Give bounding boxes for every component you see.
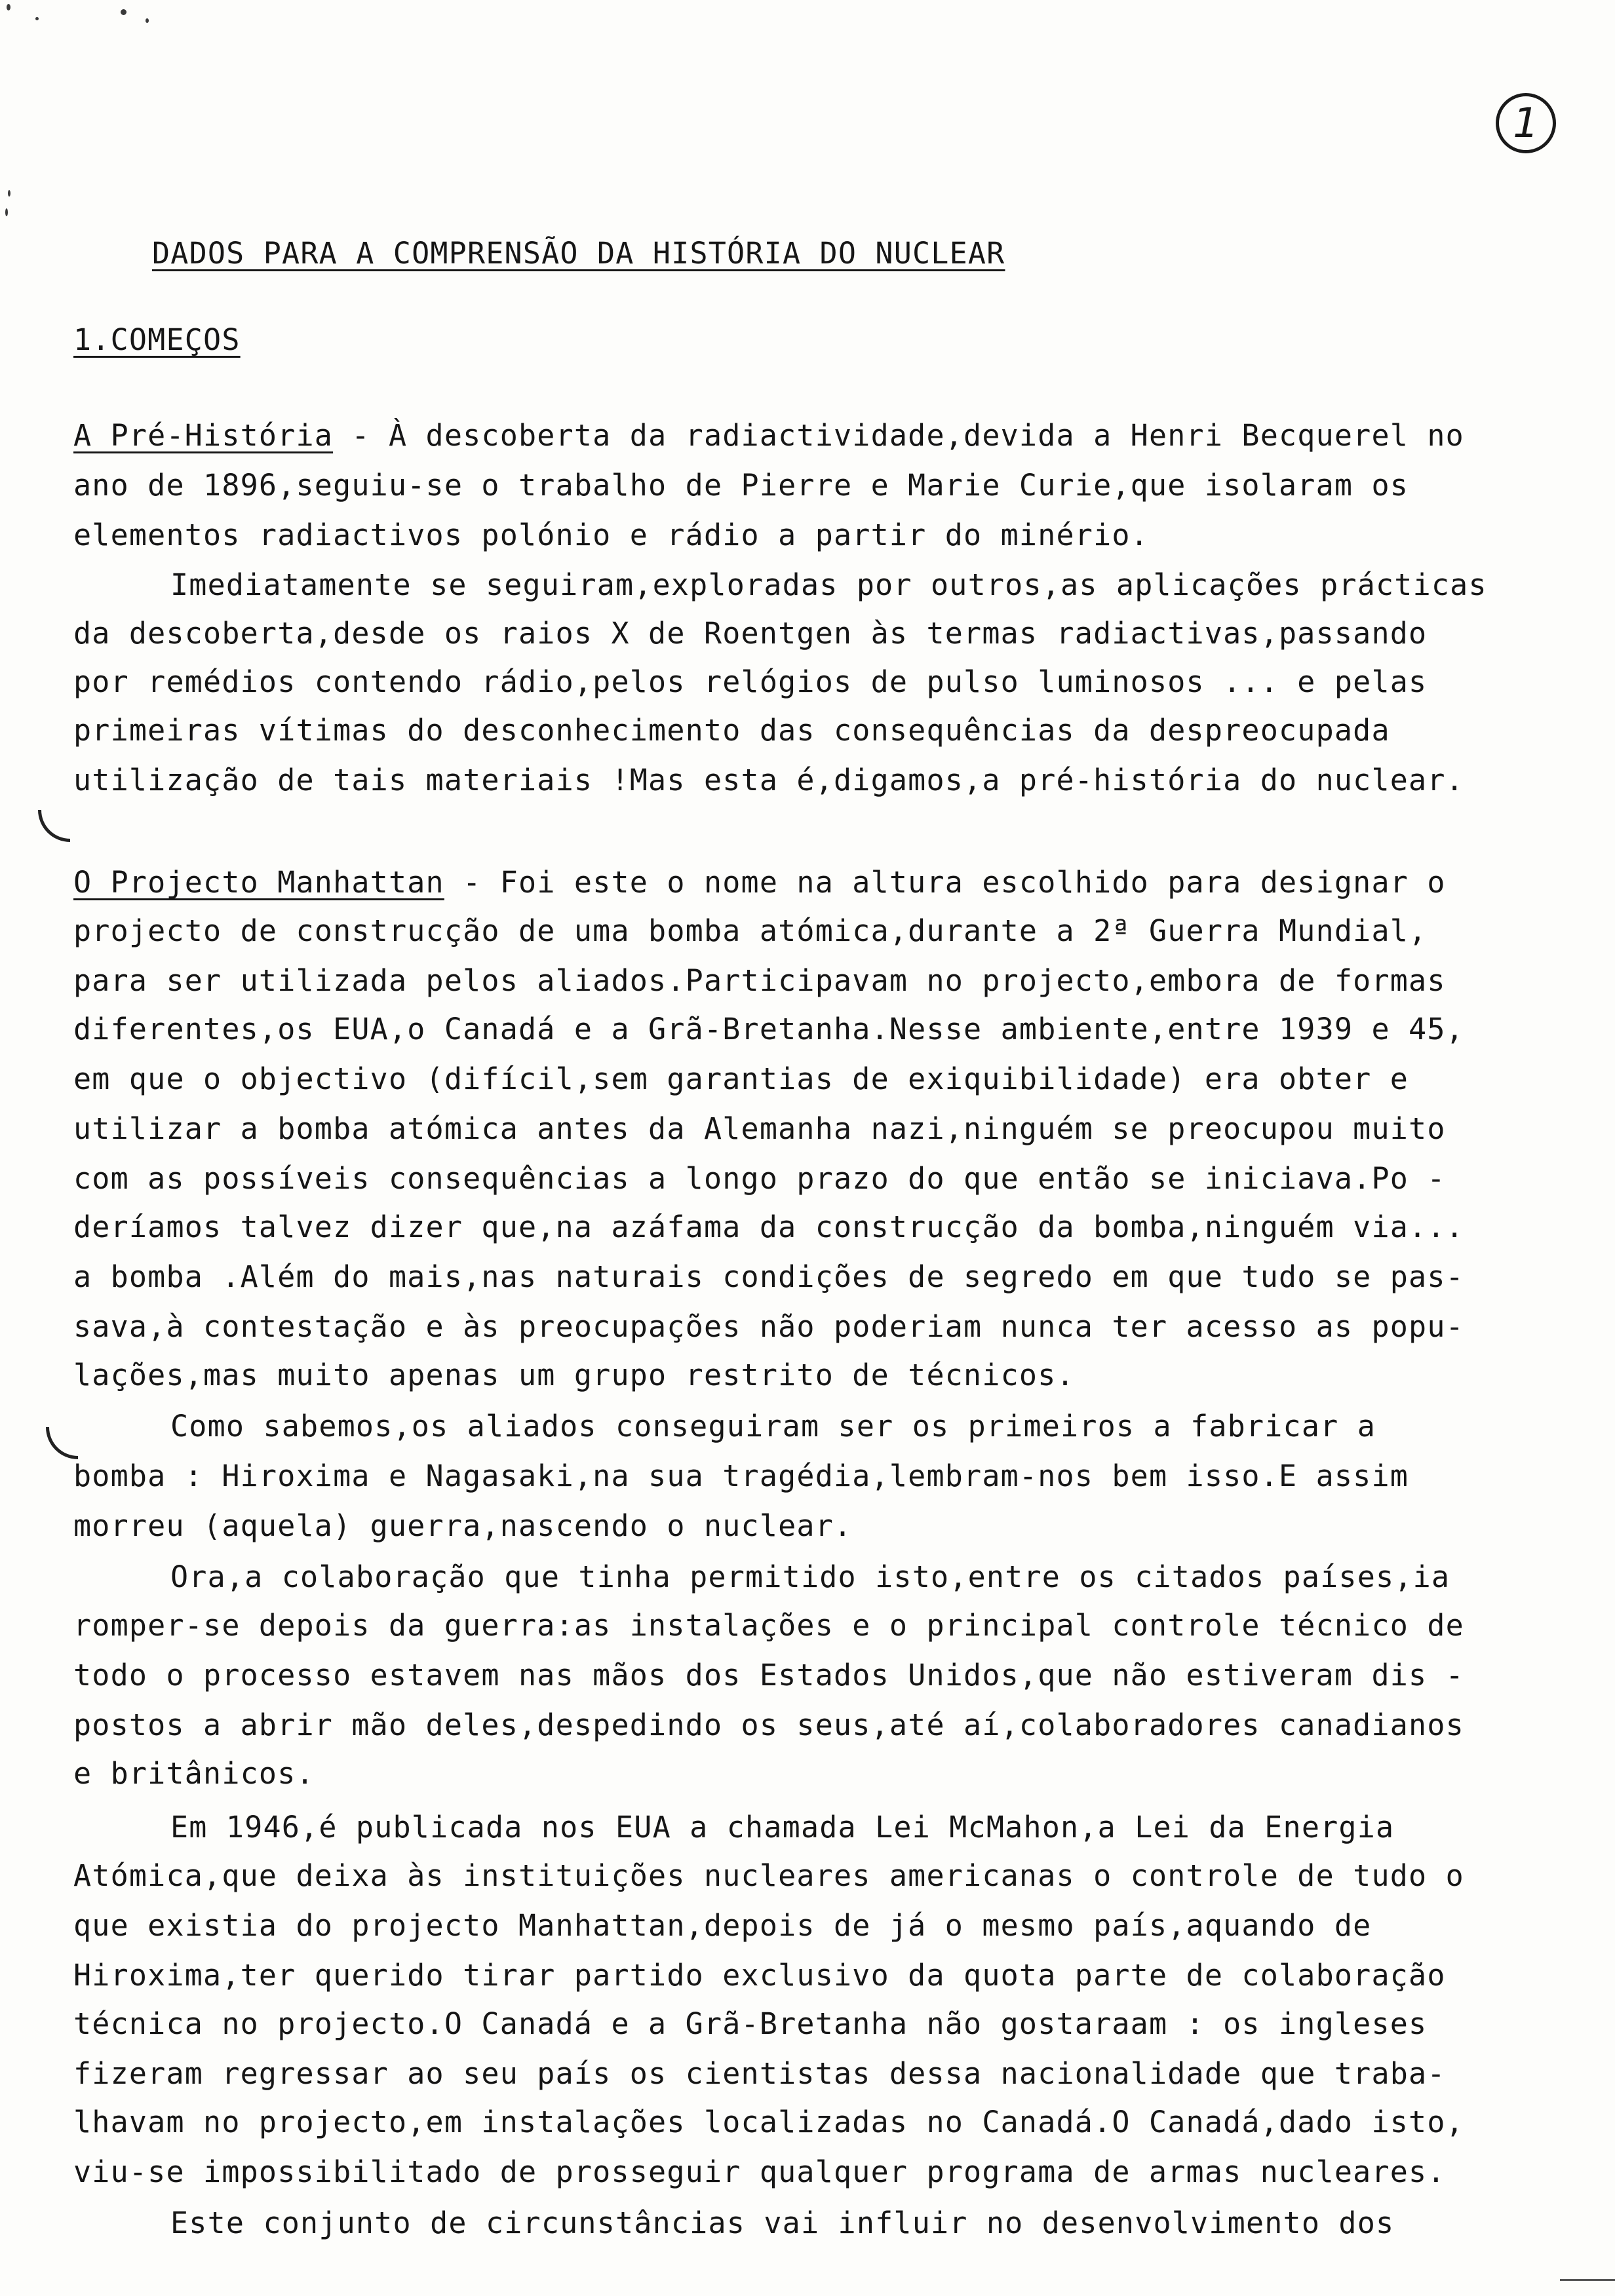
paragraph-line: romper-se depois da guerra:as instalações e o principal controle técnico de bbox=[73, 1608, 1464, 1643]
paragraph-line: fizeram regressar ao seu país os cientistas dessa nacionalidade que traba- bbox=[73, 2056, 1446, 2091]
paragraph-line bbox=[73, 417, 1464, 455]
paragraph-line: morreu (aquela) guerra,nascendo o nuclear. bbox=[73, 1508, 853, 1543]
paragraph-line: viu-se impossibilitado de prosseguir qualquer programa de armas nucleares. bbox=[73, 2154, 1446, 2189]
paragraph-line: e britânicos. bbox=[73, 1756, 315, 1791]
margin-mark bbox=[46, 1427, 78, 1459]
scan-speck bbox=[146, 18, 149, 23]
paragraph-line: lações,mas muito apenas um grupo restrito de técnicos. bbox=[73, 1358, 1075, 1392]
paragraph-line: lhavam no projecto,em instalações localizadas no Canadá.O Canadá,dado isto, bbox=[73, 2105, 1464, 2139]
line-text: - Foi este o nome na altura escolhido para designar o bbox=[444, 865, 1446, 900]
paragraph-line: por remédios contendo rádio,pelos relógios de pulso luminosos ... e pelas bbox=[73, 664, 1428, 699]
document-title: DADOS PARA A COMPRENSÃO DA HISTÓRIA DO NUCLEAR bbox=[152, 236, 1005, 271]
scan-speck bbox=[5, 208, 8, 216]
paragraph-line: utilização de tais materiais !Mas esta é,digamos,a pré-história do nuclear. bbox=[73, 763, 1464, 797]
paragraph-line: Atómica,que deixa às instituições nucleares americanas o controle de tudo o bbox=[73, 1858, 1464, 1893]
paragraph-heading: O Projecto Manhattan bbox=[73, 865, 444, 900]
paragraph-line: da descoberta,desde os raios X de Roentgen às termas radiactivas,passando bbox=[73, 616, 1428, 651]
line-text: - À descoberta da radiactividade,devida a Henri Becquerel no bbox=[333, 418, 1464, 453]
paragraph-line: ano de 1896,seguiu-se o trabalho de Pierre e Marie Curie,que isolaram os bbox=[73, 468, 1409, 503]
paragraph-line: técnica no projecto.O Canadá e a Grã-Bretanha não gostaraam : os ingleses bbox=[73, 2006, 1428, 2041]
paragraph-line: Ora,a colaboração que tinha permitido isto,entre os citados países,ia bbox=[170, 1559, 1450, 1594]
scan-speck bbox=[121, 9, 126, 15]
paragraph-line: a bomba .Além do mais,nas naturais condições de segredo em que tudo se pas- bbox=[73, 1259, 1464, 1294]
section-heading: 1.COMEÇOS bbox=[73, 322, 241, 357]
paragraph-line: Este conjunto de circunstâncias vai influir no desenvolvimento dos bbox=[170, 2206, 1395, 2240]
paragraph-line: postos a abrir mão deles,despedindo os seus,até aí,colaboradores canadianos bbox=[73, 1708, 1464, 1742]
paragraph-line: Como sabemos,os aliados conseguiram ser os primeiros a fabricar a bbox=[170, 1409, 1376, 1444]
paragraph-line: utilizar a bomba atómica antes da Alemanha nazi,ninguém se preocupou muito bbox=[73, 1111, 1446, 1146]
paragraph-line bbox=[73, 864, 1446, 902]
paragraph-line: elementos radiactivos polónio e rádio a partir do minério. bbox=[73, 518, 1149, 552]
paragraph-line: projecto de construcção de uma bomba atómica,durante a 2ª Guerra Mundial, bbox=[73, 913, 1428, 948]
paragraph-line: diferentes,os EUA,o Canadá e a Grã-Bretanha.Nesse ambiente,entre 1939 e 45, bbox=[73, 1012, 1464, 1046]
scan-speck bbox=[8, 190, 10, 197]
scan-edge-line bbox=[1560, 2279, 1615, 2281]
paragraph-line: com as possíveis consequências a longo prazo do que então se iniciava.Po - bbox=[73, 1161, 1446, 1196]
paragraph-line: Em 1946,é publicada nos EUA a chamada Lei McMahon,a Lei da Energia bbox=[170, 1810, 1395, 1845]
paragraph-line: Imediatamente se seguiram,exploradas por outros,as aplicações prácticas bbox=[170, 567, 1487, 602]
scan-speck bbox=[7, 4, 10, 10]
margin-mark bbox=[38, 810, 70, 842]
page-number: 1 bbox=[1496, 93, 1556, 153]
paragraph-line: todo o processo estavem nas mãos dos Estados Unidos,que não estiveram dis - bbox=[73, 1658, 1464, 1693]
paragraph-heading: A Pré-História bbox=[73, 418, 334, 453]
paragraph-line: deríamos talvez dizer que,na azáfama da construcção da bomba,ninguém via... bbox=[73, 1210, 1464, 1244]
scan-speck bbox=[35, 17, 39, 20]
paragraph-line: que existia do projecto Manhattan,depois de já o mesmo país,aquando de bbox=[73, 1908, 1372, 1943]
paragraph-line: Hiroxima,ter querido tirar partido exclusivo da quota parte de colaboração bbox=[73, 1958, 1446, 1993]
paragraph-line: primeiras vítimas do desconhecimento das consequências da despreocupada bbox=[73, 713, 1390, 748]
paragraph-line: em que o objectivo (difícil,sem garantias de exiquibilidade) era obter e bbox=[73, 1062, 1409, 1096]
paragraph-line: sava,à contestação e às preocupações não poderiam nunca ter acesso as popu- bbox=[73, 1309, 1464, 1344]
paragraph-line: para ser utilizada pelos aliados.Participavam no projecto,embora de formas bbox=[73, 963, 1446, 998]
paragraph-line: bomba : Hiroxima e Nagasaki,na sua tragédia,lembram-nos bem isso.E assim bbox=[73, 1459, 1409, 1493]
